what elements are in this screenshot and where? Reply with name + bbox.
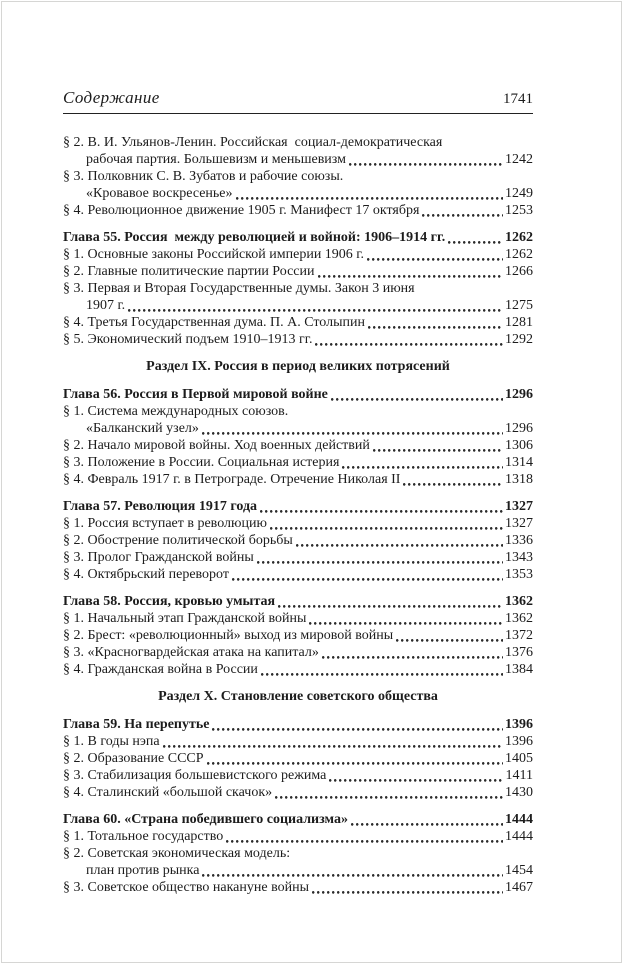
leader-dots: [342, 457, 503, 471]
toc-line: [63, 627, 533, 644]
entry-text: § 2. Обострение политической борьбы: [63, 533, 293, 548]
toc-chapter-entry: [63, 811, 533, 828]
leader-dots: [373, 440, 503, 454]
entry-text: § 2. Образование СССР: [63, 751, 204, 766]
leader-dots: [318, 266, 503, 280]
leader-dots: [128, 300, 503, 314]
toc-line: [63, 280, 533, 297]
page-number: 1266: [505, 264, 533, 279]
toc-line: [63, 314, 533, 331]
toc-line: [63, 229, 533, 246]
entry-text: § 2. Начало мировой войны. Ход военных действий: [63, 438, 370, 453]
entry-text: § 4. Революционное движение 1905 г. Манифест 17 октября: [63, 203, 420, 218]
toc-paragraph-entry: [63, 549, 533, 566]
leader-dots: [309, 613, 503, 627]
toc-chapter-entry: [63, 716, 533, 733]
toc-line: [63, 168, 533, 185]
toc-line: [63, 454, 533, 471]
entry-text: § 1. Начальный этап Гражданской войны: [63, 611, 307, 626]
toc-line: [63, 644, 533, 661]
leader-dots: [403, 474, 503, 488]
toc-paragraph-entry: [63, 845, 533, 879]
toc-line: [63, 403, 533, 420]
entry-text: рабочая партия. Большевизм и меньшевизм: [86, 152, 346, 167]
page-number: 1253: [505, 203, 533, 218]
leader-dots: [278, 596, 503, 610]
page-number: 1454: [505, 863, 533, 878]
toc-line: [63, 246, 533, 263]
entry-text: § 2. Главные политические партии России: [63, 264, 315, 279]
entry-text: § 2. Брест: «революционный» выход из мировой войны: [63, 628, 394, 643]
page-number: 1384: [505, 662, 533, 677]
toc-paragraph-entry: [63, 168, 533, 202]
toc-line: [63, 134, 533, 151]
page-number: 1405: [505, 751, 533, 766]
page-number: 1296: [505, 421, 533, 436]
entry-text: § 2. Советская экономическая модель:: [63, 846, 291, 861]
entry-text: § 1. Система международных союзов.: [63, 404, 289, 419]
entry-text: Глава 59. На перепутье: [63, 717, 210, 732]
entry-text: § 4. Февраль 1917 г. в Петрограде. Отречение Николая II: [63, 472, 401, 487]
leader-dots: [368, 317, 503, 331]
toc-block: [63, 811, 533, 896]
page-number-folio: 1741: [503, 91, 533, 107]
toc-line: [63, 549, 533, 566]
toc-line: [63, 750, 533, 767]
entry-text: § 3. Пролог Гражданской войны: [63, 550, 254, 565]
page-number: 1275: [505, 298, 533, 313]
running-title: Содержание: [63, 88, 160, 107]
entry-text: § 4. Третья Государственная дума. П. А. Столыпин: [63, 315, 365, 330]
toc-paragraph-entry: [63, 661, 533, 678]
leader-dots: [260, 501, 503, 515]
page-number: 1343: [505, 550, 533, 565]
leader-dots: [315, 334, 503, 348]
toc-line: [63, 498, 533, 515]
toc-paragraph-entry: [63, 202, 533, 219]
entry-text: § 4. Сталинский «большой скачок»: [63, 785, 273, 800]
toc: [63, 134, 533, 896]
entry-text: Глава 60. «Страна победившего социализма»: [63, 812, 348, 827]
leader-dots: [207, 753, 503, 767]
toc-paragraph-entry: [63, 515, 533, 532]
page-number: 1262: [505, 247, 533, 262]
toc-block: [63, 229, 533, 348]
toc-paragraph-entry: [63, 471, 533, 488]
section-heading: Раздел X. Становление советского общества: [158, 689, 438, 704]
toc-block: [63, 386, 533, 488]
leader-dots: [236, 188, 503, 202]
toc-paragraph-entry: [63, 750, 533, 767]
page-number: 1444: [505, 812, 533, 827]
entry-text: § 3. «Красногвардейская атака на капитал»: [63, 645, 319, 660]
toc-chapter-entry: [63, 229, 533, 246]
toc-paragraph-entry: [63, 879, 533, 896]
toc-paragraph-entry: [63, 532, 533, 549]
toc-line: [63, 185, 533, 202]
toc-line: [63, 845, 533, 862]
leader-dots: [257, 552, 503, 566]
page-number: 1327: [505, 499, 533, 514]
leader-dots: [226, 831, 503, 845]
page-number: 1362: [505, 611, 533, 626]
leader-dots: [261, 664, 503, 678]
toc-block: [63, 134, 533, 219]
toc-line: [63, 862, 533, 879]
section-heading: Раздел IX. Россия в период великих потрясений: [146, 359, 450, 374]
leader-dots: [275, 787, 503, 801]
entry-text: § 1. Россия вступает в революцию: [63, 516, 267, 531]
page-number: 1242: [505, 152, 533, 167]
toc-paragraph-entry: [63, 733, 533, 750]
toc-line: [63, 828, 533, 845]
toc-line: [63, 471, 533, 488]
toc-paragraph-entry: [63, 784, 533, 801]
toc-line: [63, 879, 533, 896]
entry-text: «Кровавое воскресенье»: [86, 186, 233, 201]
toc-paragraph-entry: [63, 331, 533, 348]
toc-line: [63, 784, 533, 801]
leader-dots: [396, 630, 503, 644]
leader-dots: [331, 389, 503, 403]
leader-dots: [312, 882, 503, 896]
leader-dots: [212, 719, 503, 733]
entry-text: Глава 57. Революция 1917 года: [63, 499, 258, 514]
toc-paragraph-entry: [63, 134, 533, 168]
entry-text: § 3. Первая и Вторая Государственные думы. Закон 3 июня: [63, 281, 415, 296]
toc-line: [63, 733, 533, 750]
toc-paragraph-entry: [63, 454, 533, 471]
entry-text: § 3. Положение в России. Социальная истерия: [63, 455, 340, 470]
page-number: 1467: [505, 880, 533, 895]
toc-line: [63, 437, 533, 454]
toc-block: [63, 593, 533, 678]
toc-line: [63, 202, 533, 219]
page-number: 1372: [505, 628, 533, 643]
page-number: 1306: [505, 438, 533, 453]
leader-dots: [329, 770, 503, 784]
toc-paragraph-entry: [63, 610, 533, 627]
toc-paragraph-entry: [63, 644, 533, 661]
entry-text: § 2. В. И. Ульянов-Ленин. Российская социал-демократическая: [63, 135, 443, 150]
toc-chapter-entry: [63, 498, 533, 515]
entry-text: § 1. В годы нэпа: [63, 734, 160, 749]
toc-line: [63, 661, 533, 678]
entry-text: § 4. Гражданская война в России: [63, 662, 258, 677]
toc-line: [63, 532, 533, 549]
entry-text: Глава 56. Россия в Первой мировой войне: [63, 387, 328, 402]
toc-line: [63, 420, 533, 437]
page-number: 1281: [505, 315, 533, 330]
leader-dots: [296, 535, 503, 549]
leader-dots: [351, 814, 503, 828]
page-number: 1296: [505, 387, 533, 402]
entry-text: § 5. Экономический подъем 1910–1913 гг.: [63, 332, 313, 347]
toc-paragraph-entry: [63, 627, 533, 644]
entry-text: § 3. Советское общество накануне войны: [63, 880, 309, 895]
entry-text: § 4. Октябрьский переворот: [63, 567, 229, 582]
page-number: 1444: [505, 829, 533, 844]
toc-line: [63, 566, 533, 583]
toc-block: [63, 716, 533, 801]
page-number: 1411: [505, 768, 533, 783]
page-number: 1353: [505, 567, 533, 582]
leader-dots: [202, 423, 503, 437]
toc-paragraph-entry: [63, 767, 533, 784]
toc-line: [63, 593, 533, 610]
toc-line: [63, 386, 533, 403]
page-number: 1314: [505, 455, 533, 470]
leader-dots: [163, 736, 503, 750]
page-number: 1262: [505, 230, 533, 245]
toc-paragraph-entry: [63, 437, 533, 454]
leader-dots: [270, 518, 503, 532]
entry-text: «Балканский узел»: [86, 421, 199, 436]
toc-paragraph-entry: [63, 263, 533, 280]
toc-paragraph-entry: [63, 403, 533, 437]
entry-text: § 3. Полковник С. В. Зубатов и рабочие союзы.: [63, 169, 344, 184]
toc-line: [63, 811, 533, 828]
entry-text: § 3. Стабилизация большевистского режима: [63, 768, 327, 783]
toc-paragraph-entry: [63, 566, 533, 583]
entry-text: Глава 55. Россия между революцией и войной: 1906–1914 гг.: [63, 230, 446, 245]
toc-paragraph-entry: [63, 828, 533, 845]
toc-paragraph-entry: [63, 246, 533, 263]
toc-paragraph-entry: [63, 280, 533, 314]
leader-dots: [349, 154, 503, 168]
page-number: 1336: [505, 533, 533, 548]
running-head: [63, 88, 533, 114]
page-number: 1249: [505, 186, 533, 201]
toc-line: [63, 297, 533, 314]
entry-text: план против рынка: [86, 863, 200, 878]
leader-dots: [322, 647, 503, 661]
page-number: 1327: [505, 516, 533, 531]
page-number: 1430: [505, 785, 533, 800]
page-number: 1396: [505, 717, 533, 732]
page-number: 1376: [505, 645, 533, 660]
page-number: 1318: [505, 472, 533, 487]
leader-dots: [367, 249, 503, 263]
toc-paragraph-entry: [63, 314, 533, 331]
toc-line: [63, 151, 533, 168]
entry-text: § 1. Тотальное государство: [63, 829, 224, 844]
toc-line: [63, 716, 533, 733]
entry-text: § 1. Основные законы Российской империи 1906 г.: [63, 247, 364, 262]
toc-chapter-entry: [63, 593, 533, 610]
toc-line: [63, 610, 533, 627]
toc-chapter-entry: [63, 386, 533, 403]
leader-dots: [202, 865, 503, 879]
page-number: 1362: [505, 594, 533, 609]
leader-dots: [448, 232, 503, 246]
toc-line: [63, 263, 533, 280]
toc-line: [63, 767, 533, 784]
leader-dots: [422, 205, 503, 219]
toc-line: [63, 331, 533, 348]
page-content: [63, 88, 533, 896]
toc-block: [63, 498, 533, 583]
entry-text: 1907 г.: [86, 298, 126, 313]
page-number: 1292: [505, 332, 533, 347]
leader-dots: [232, 569, 503, 583]
entry-text: Глава 58. Россия, кровью умытая: [63, 594, 276, 609]
page-number: 1396: [505, 734, 533, 749]
toc-line: [63, 515, 533, 532]
